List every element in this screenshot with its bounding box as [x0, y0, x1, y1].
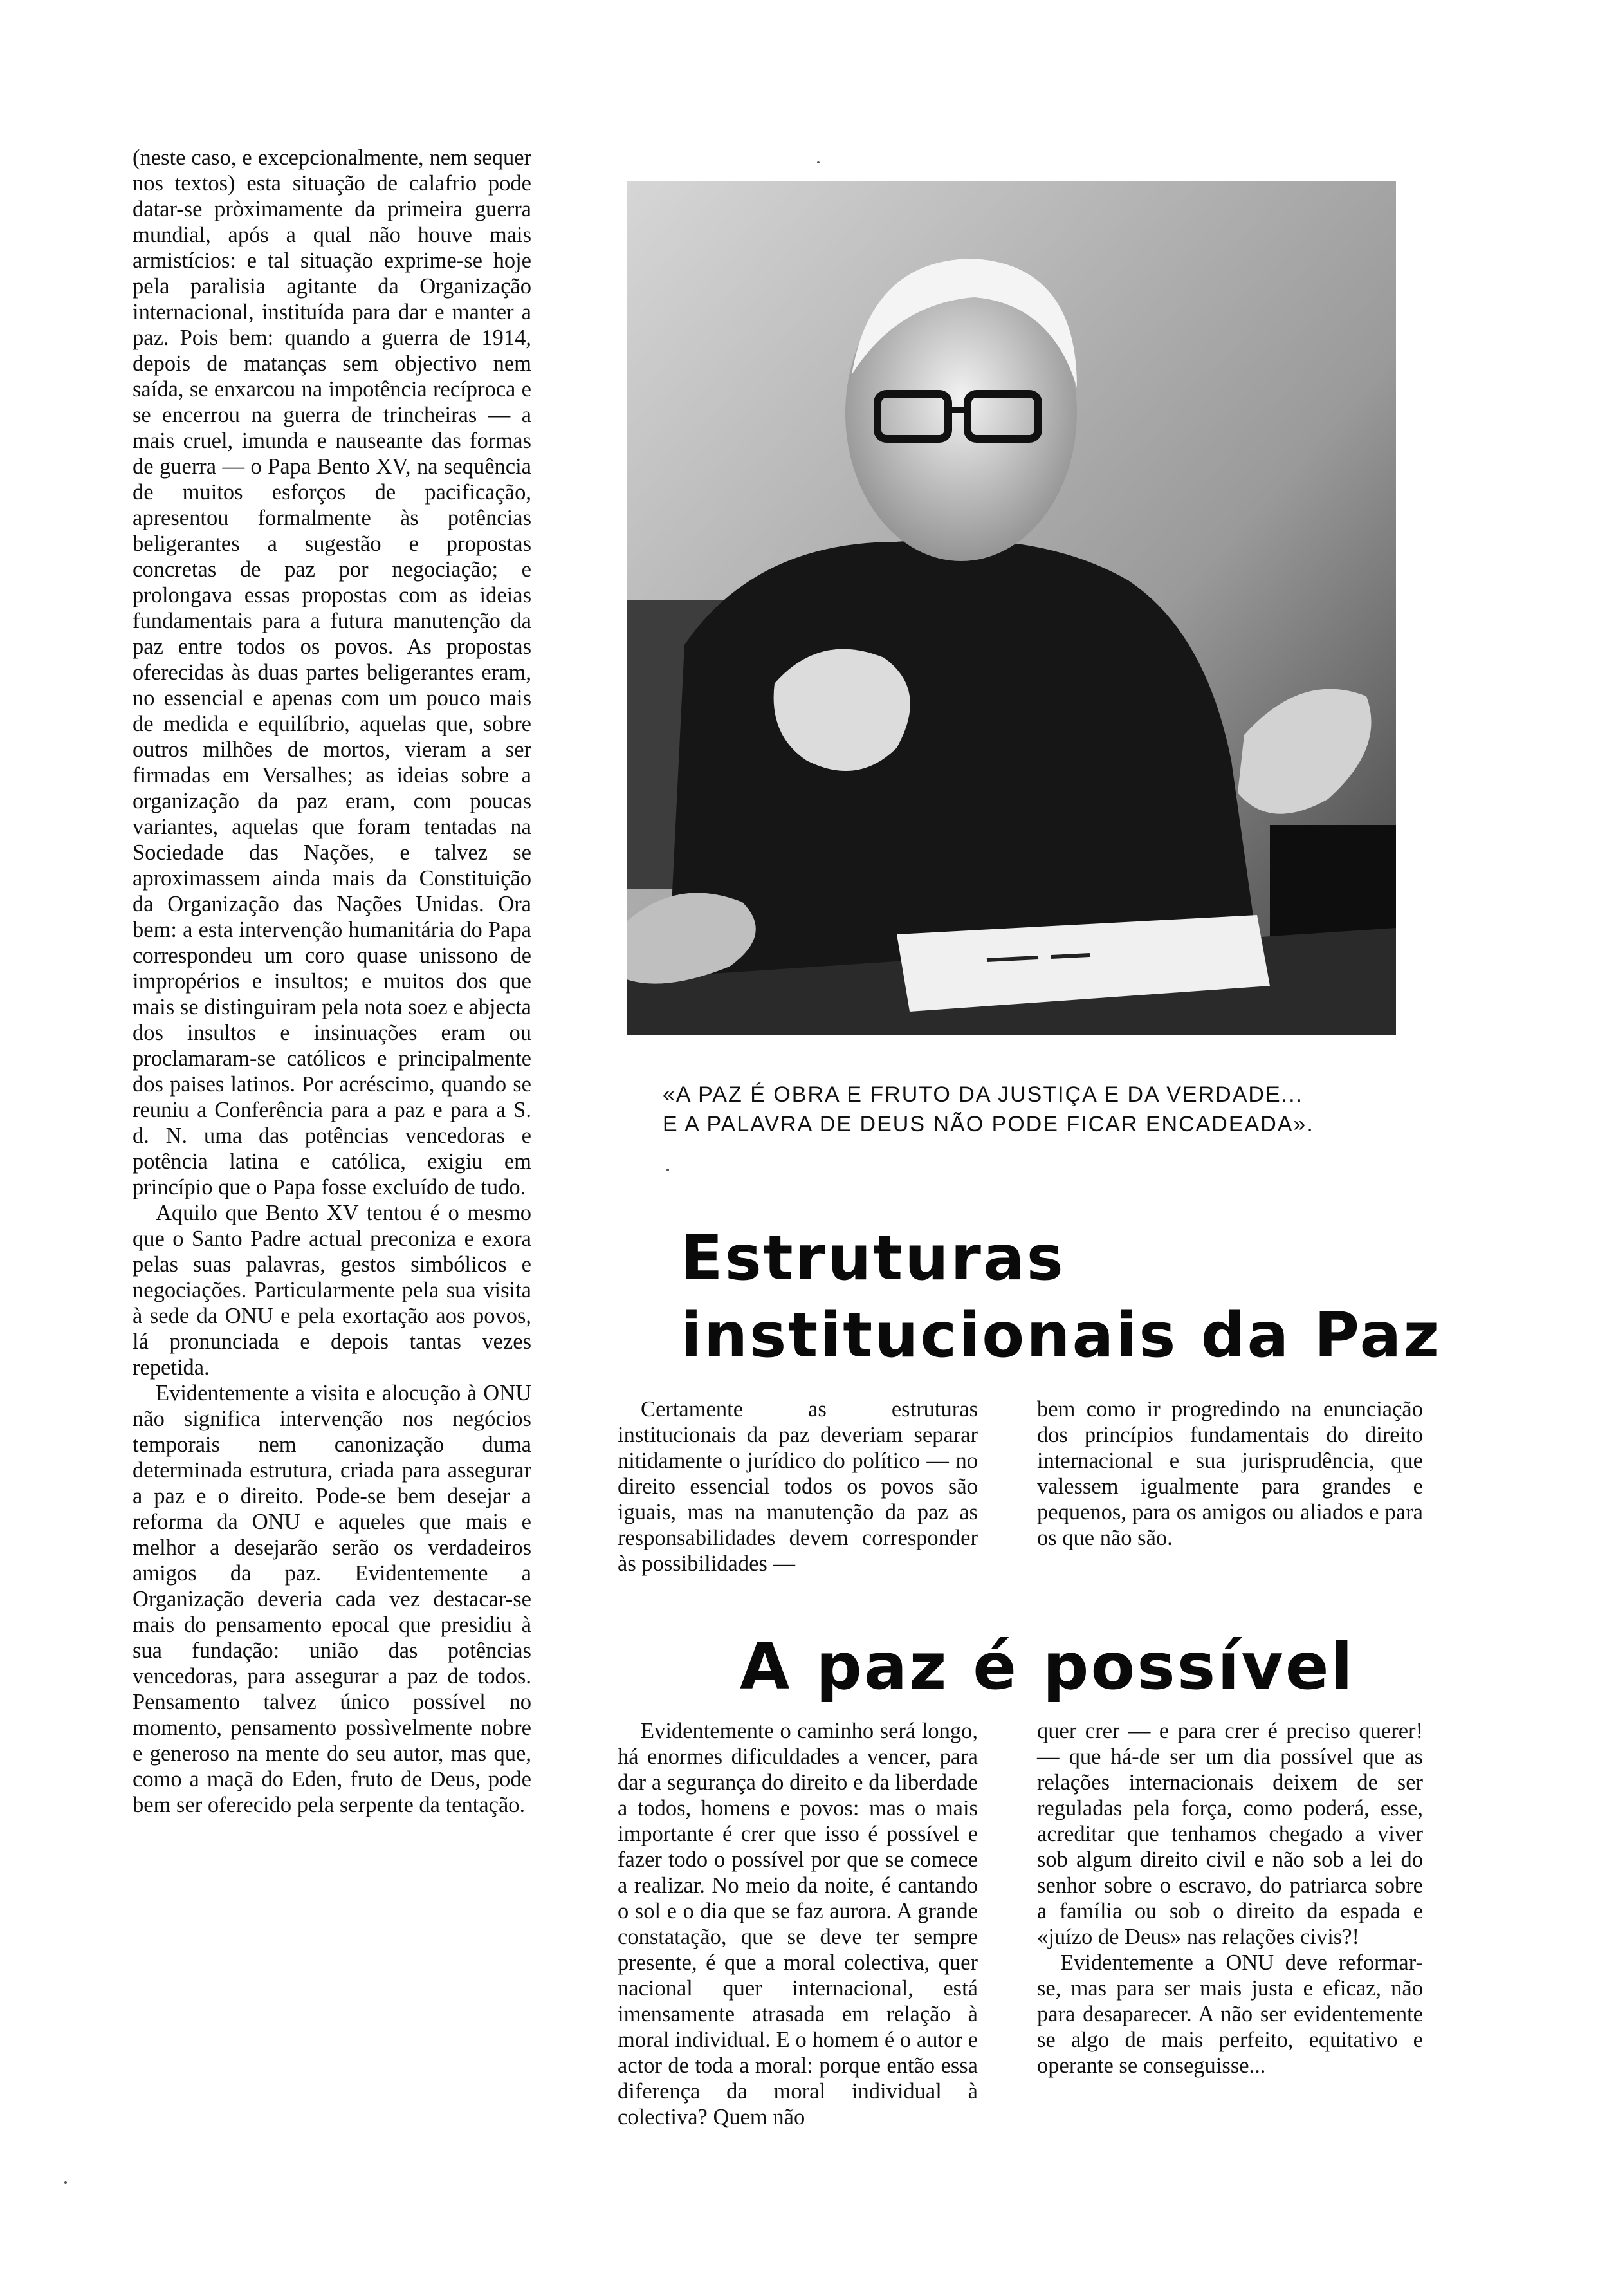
clergyman-photo — [627, 181, 1396, 1035]
section1-column-right — [1037, 1396, 1423, 1551]
left-column-text — [133, 145, 531, 1818]
print-speck — [817, 161, 820, 163]
photo-illustration — [627, 181, 1396, 1035]
section-title: A paz é possível — [740, 1629, 1355, 1704]
section2-column-right — [1037, 1718, 1423, 2078]
body-paragraph: Evidentemente a visita e alocução à ONU não significa intervenção nos negócios temporais nem canonização duma determinada estrutura, criada para assegurar a paz e o direito. Pode-se bem desejar a reforma da ONU e aqueles que mais e melhor a desejarão serão os verdadeiros amigos da paz. Evidentemente a Organização deveria cada vez destacar-se mais do pensamento epocal que presidiu à sua fundação: união das potências vencedoras, para assegurar a paz de todos. Pensamento talvez único possível no momento, pensamento possìvelmente nobre e generoso na mente do seu autor, mas que, como a maçã do Eden, fruto de Deus, pode bem ser oferecido pela serpente da tentação. — [133, 1381, 531, 1817]
caption-line: E A PALAVRA DE DEUS NÃO PODE FICAR ENCADEADA». — [663, 1112, 1314, 1136]
section-title: Estruturas — [681, 1222, 1065, 1294]
body-paragraph: bem como ir progredindo na enunciação dos princípios fundamentais do direito internacional e sua jurisprudência, que valessem igualmente para grandes e pequenos, para os amigos ou aliados e para os que não são. — [1037, 1397, 1423, 1550]
section-title: institucionais da Paz — [681, 1299, 1442, 1371]
body-paragraph: Evidentemente a ONU deve reformar-se, mas para ser mais justa e eficaz, não para desaparecer. A não ser evidentemente se algo de mais perfeito, equitativo e operante se conseguisse... — [1037, 1950, 1423, 2078]
photo-caption — [663, 1080, 1396, 1139]
body-paragraph: (neste caso, e excepcionalmente, nem sequer nos textos) esta situação de calafrio pode datar-se pròximamente da primeira guerra mundial, após a qual não houve mais armistícios: e tal situação exprime-se hoje pela paralisia agitante da Organização internacional, instituída para dar e manter a paz. Pois bem: quando a guerra de 1914, depois de matanças sem objectivo nem saída, se enxarcou na impotência recíproca e se encerrou na guerra de trincheiras — a mais cruel, imunda e nauseante das formas de guerra — o Papa Bento XV, na sequência de muitos esforços de pacificação, apresentou formalmente às potências beligerantes a sugestão e propostas concretas de paz por negociação; e prolongava essas propostas com as ideias fundamentais para a futura manutenção da paz entre todos os povos. As propostas oferecidas às duas partes beligerantes eram, no essencial e apenas com um pouco mais de medida e equilíbrio, aquelas que, sobre outros milhões de mortos, vieram a ser firmadas em Versalhes; as ideias sobre a organização da paz eram, com poucas variantes, aquelas que foram tentadas na Sociedade das Nações, e talvez se aproximassem ainda mais da Constituição da Organização das Nações Unidas. Ora bem: a esta intervenção humanitária do Papa correspondeu um coro quase unissono de impropérios e insultos; e muitos dos que mais se distinguiram pela nota soez e abjecta dos insultos e insinuações eram ou proclamaram-se católicos e principalmente dos paises latinos. Por acréscimo, quando se reuniu a Conferência para a paz e para a S. d. N. uma das potências vencedoras e potência latina e católica, exigiu em princípio que o Papa fosse excluído de tudo. — [133, 145, 531, 1199]
caption-line: «A PAZ É OBRA E FRUTO DA JUSTIÇA E DA VERDADE... — [663, 1082, 1303, 1107]
body-paragraph: quer crer — e para crer é preciso querer! — que há-de ser um dia possível que as relações internacionais deixem de ser reguladas pela força, como poderá, esse, acreditar que tenhamos chegado a viver sob algum direito civil e não sob a lei do senhor sobre o escravo, do patriarca sobre a família ou sob o direito da espada e «juízo de Deus» nas relações civis?! — [1037, 1719, 1423, 1949]
body-paragraph: Certamente as estruturas institucionais da paz deveriam separar nitidamente o jurídico do político — no direito essencial todos os povos são iguais, mas na manutenção da paz as responsabilidades devem corresponder às possibilidades — — [618, 1397, 978, 1576]
section2-column-left — [618, 1718, 978, 2130]
section1-column-left — [618, 1396, 978, 1577]
body-paragraph: Evidentemente o caminho será longo, há enormes dificuldades a vencer, para dar a segurança do direito e da liberdade a todos, homens e povos: mas o mais importante é crer que isso é possível e fazer todo o possível por que se comece a realizar. No meio da noite, é cantando o sol e o dia que se faz aurora. A grande constatação, que se deve ter sempre presente, é que a moral colectiva, quer nacional quer internacional, está imensamente atrasada em relação à moral individual. E o homem é o autor e actor de toda a moral: porque então essa diferença da moral individual à colectiva? Quem não — [618, 1719, 978, 2129]
print-speck — [64, 2181, 67, 2184]
print-speck — [666, 1169, 669, 1171]
body-paragraph: Aquilo que Bento XV tentou é o mesmo que o Santo Padre actual preconiza e exora pelas suas palavras, gestos simbólicos e negociações. Particularmente pela sua visita à sede da ONU e pela exortação aos povos, lá pronunciada e depois tantas vezes repetida. — [133, 1201, 531, 1380]
